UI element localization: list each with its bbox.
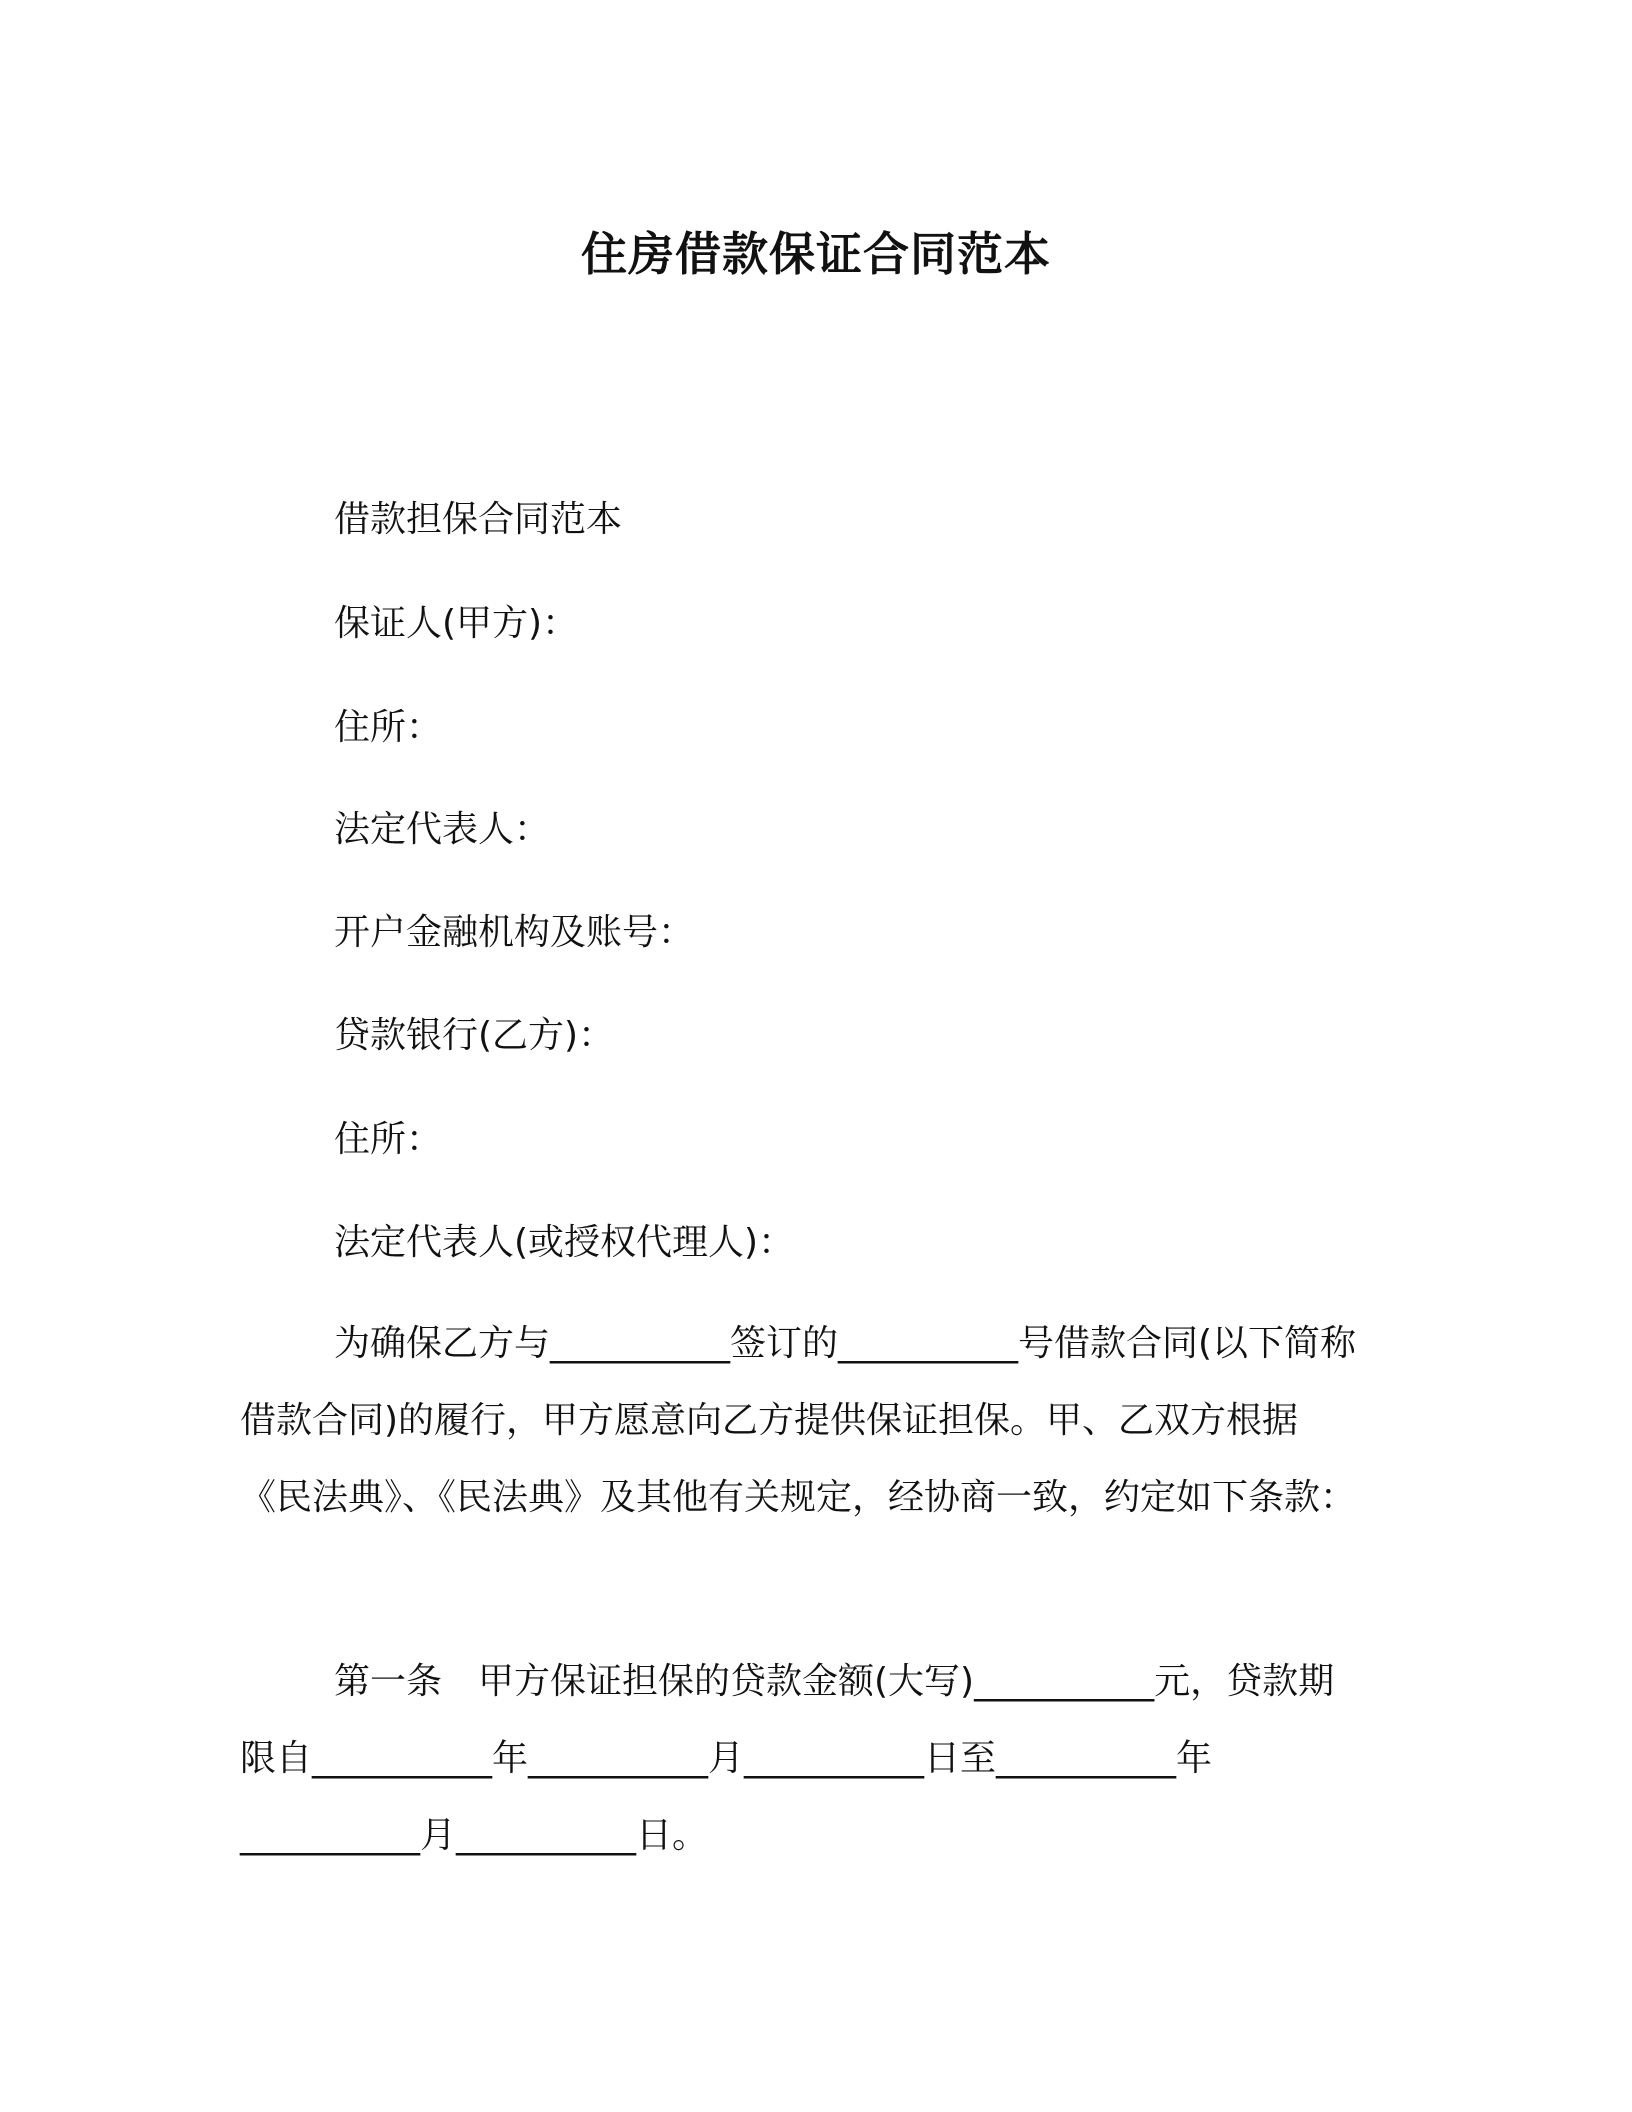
document-title: 住房借款保证合同范本 — [581, 227, 1051, 281]
bank-account-field: 开户金融机构及账号： — [334, 912, 695, 953]
intro-paragraph: 为确保乙方与__________签订的__________号借款合同(以下简称借款合同)的履行，甲方愿意向乙方提供保证担保。甲、乙双方根据《民法典》、《民法典》及其他有关规定，经协商一致，约定如下条款： — [240, 1323, 1357, 1518]
guarantor-address-field: 住所： — [334, 707, 443, 748]
guarantor-field: 保证人(甲方)： — [334, 603, 579, 644]
lender-address-field: 住所： — [334, 1119, 443, 1160]
article-1-paragraph: 第一条 甲方保证担保的贷款金额(大写)__________元，贷款期限自__________年__________月__________日至__________年__________月__________日。 — [240, 1661, 1335, 1856]
lender-bank-field: 贷款银行(乙方)： — [334, 1015, 615, 1056]
contract-subtitle: 借款担保合同范本 — [334, 499, 623, 540]
guarantor-legal-rep-field: 法定代表人： — [334, 809, 551, 850]
lender-legal-rep-field: 法定代表人(或授权代理人)： — [334, 1222, 795, 1263]
